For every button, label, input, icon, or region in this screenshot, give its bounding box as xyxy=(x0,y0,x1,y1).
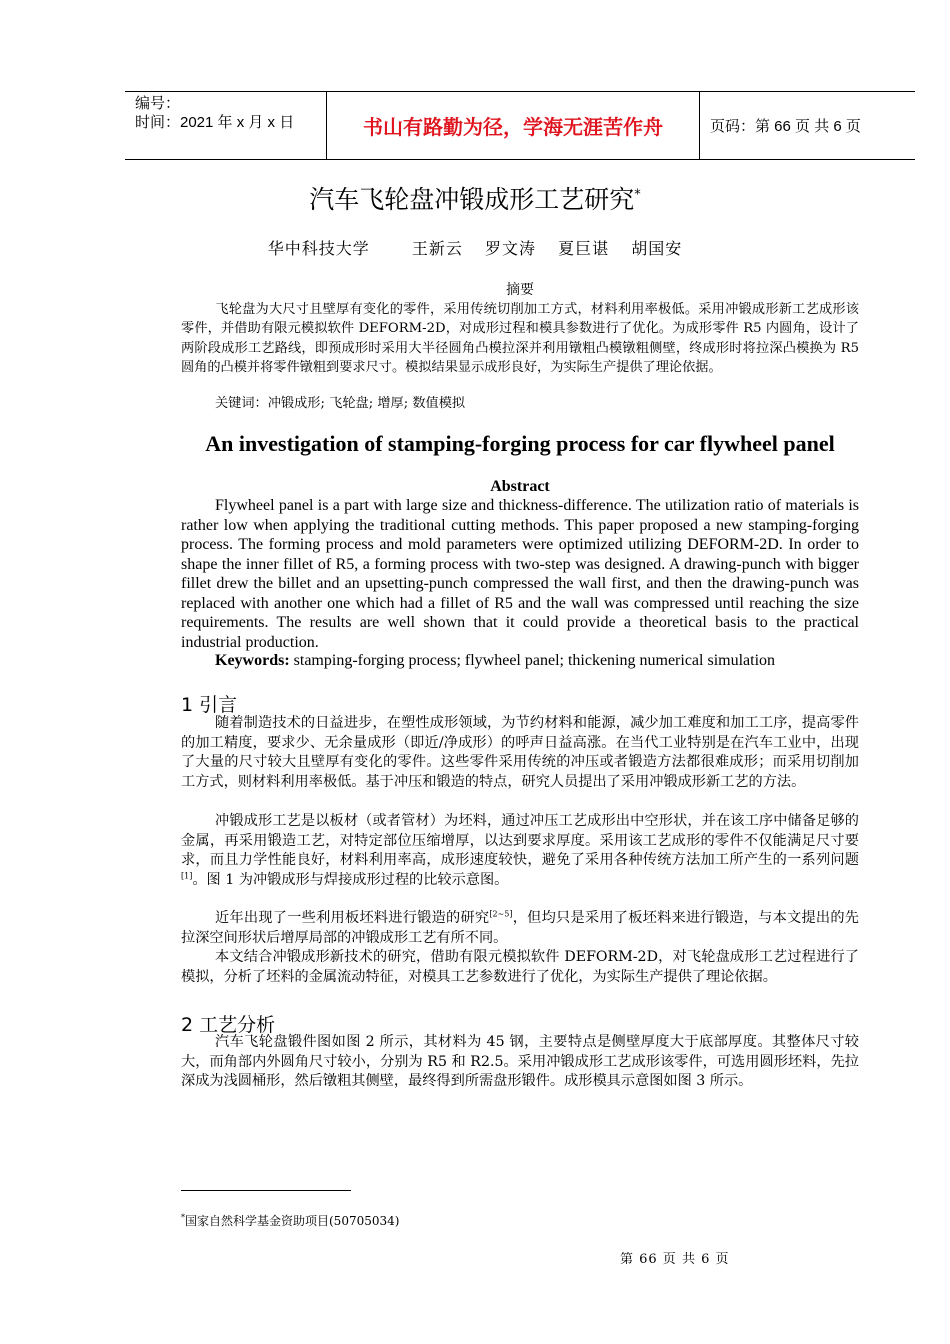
section-heading-introduction: 1 引言 xyxy=(181,694,238,716)
footnote-text: 国家自然科学基金资助项目(50705034) xyxy=(185,1214,400,1228)
author-name: 王新云 xyxy=(411,239,463,258)
header-motto: 书山有路勤为径，学海无涯苦作舟 xyxy=(327,92,700,159)
body-paragraph: 本文结合冲锻成形新技术的研究，借助有限元模拟软件 DEFORM-2D，对飞轮盘成形工艺过程进行了模拟，分析了坯料的金属流动特征，对模具工艺参数进行了优化，为实际生产提供了理论依据。 xyxy=(181,949,859,985)
paper-title xyxy=(0,180,950,216)
en-abstract-text: Flywheel panel is a part with large size and thickness-difference. The utilization ratio of materials is rather low when applying the traditional cutting methods. This paper proposed a new stamping-forging process. The forming process and mold parameters were optimized utilizing DEFORM-2D. In order to shape the inner fillet of R5, a forming process with two-step was designed. A drawing-punch with bigger fillet drew the billet and an upsetting-punch compressed the wall first, and then the drawing-punch was replaced with another one which had a fillet of R5 and the wall was compressed until reaching the size requirements. The results are well shown that it could provide a theoretical basis to the practical industrial production. xyxy=(181,497,859,651)
zh-abstract-heading: 摘要 xyxy=(506,282,534,298)
paragraph-text: ，但均只是采用了板坯料来进行锻造，与本文提出的先拉深空间形状后增厚局部的冲锻成形工艺有所不同。 xyxy=(181,910,859,946)
citation: [2~5] xyxy=(489,909,513,919)
footnote-mark: * xyxy=(181,1213,185,1222)
zh-abstract-text: 飞轮盘为大尺寸且壁厚有变化的零件，采用传统切削加工方式，材料利用率极低。采用冲锻成形新工艺成形该零件，并借助有限元模拟软件 DEFORM-2D，对成形过程和模具参数进行了优化。为成形零件 R5 内圆角，设计了两阶段成形工艺路线，即预成形时采用大半径圆角凸模拉深并利用镦粗凸模镦粗侧壁，终成形时将拉深凸模换为 R5 圆角的凸模并将零件镦粗到要求尺寸。模拟结果显示成形良好，为实际生产提供了理论依据。 xyxy=(181,302,859,375)
page-header xyxy=(125,91,915,160)
header-page-info: 页码：第 66 页 共 6 页 xyxy=(710,118,861,135)
time-label: 时间：2021 年 x 月 x 日 xyxy=(135,114,295,131)
paragraph-text: 冲锻成形工艺是以板材（或者管材）为坯料，通过冲压工艺成形出中空形状，并在该工序中储备足够的金属，再采用锻造工艺，对特定部位压缩增厚，以达到要求厚度。采用该工艺成形的零件不仅能满足尺寸要求，而且力学性能良好，材料利用率高，成形速度较快，避免了采用各种传统方法加工所产生的一系列问题 xyxy=(181,813,859,868)
serial-label: 编号： xyxy=(135,95,181,112)
zh-keywords-list: 冲锻成形; 飞轮盘; 增厚; 数值模拟 xyxy=(267,396,466,411)
en-keywords-list: stamping-forging process; flywheel panel; thickening numerical simulation xyxy=(289,652,776,669)
section-heading-process-analysis: 2 工艺分析 xyxy=(181,1014,276,1036)
body-paragraph xyxy=(181,909,859,948)
paper-title-text: 汽车飞轮盘冲锻成形工艺研究 xyxy=(309,185,635,214)
body-paragraph: 汽车飞轮盘锻件图如图 2 所示，其材料为 45 钢，主要特点是侧壁厚度大于底部厚度。其整体尺寸较大，而角部内外圆角尺寸较小，分别为 R5 和 R2.5。采用冲锻成形工艺成形该零件，可选用圆形坯料，先拉深成为浅圆桶形，然后镦粗其侧壁，最终得到所需盘形锻件。成形模具示意图如图 3 所示。 xyxy=(181,1034,859,1089)
body-paragraph xyxy=(181,812,859,890)
paragraph-text: 。图 1 为冲锻成形与焊接成形过程的比较示意图。 xyxy=(192,871,509,888)
footnote xyxy=(181,1212,399,1229)
paragraph-text: 近年出现了一些利用板坯料进行锻造的研究 xyxy=(215,910,490,926)
affiliation: 华中科技大学 xyxy=(267,239,370,258)
title-footnote-mark: * xyxy=(634,187,641,203)
zh-keywords-label: 关键词： xyxy=(215,396,268,411)
author-name: 夏巨谌 xyxy=(558,239,610,258)
author-name: 罗文涛 xyxy=(484,239,536,258)
en-keywords xyxy=(215,651,855,670)
body-paragraph: 随着制造技术的日益进步，在塑性成形领域，为节约材料和能源，减少加工难度和加工工序，提高零件的加工精度，要求少、无余量成形（即近/净成形）的呼声日益高涨。在当代工业特别是在汽车工业中，出现了大量的尺寸较大且壁厚有变化的零件。这些零件采用传统的冲压或者锻造方法都很难成形；而采用切削加工方式，则材料利用率极低。基于冲压和锻造的特点，研究人员提出了采用冲锻成形新工艺的方法。 xyxy=(181,715,859,790)
author-line xyxy=(0,236,950,259)
english-title: An investigation of stamping-forging process for car flywheel panel xyxy=(205,431,835,456)
author-name: 胡国安 xyxy=(631,239,683,258)
page-number: 第 66 页 共 6 页 xyxy=(620,1252,730,1267)
header-meta-cell xyxy=(125,92,327,159)
en-abstract-heading: Abstract xyxy=(490,478,550,495)
zh-keywords xyxy=(215,394,855,413)
citation: [1] xyxy=(181,870,193,880)
footnote-divider xyxy=(181,1190,351,1191)
en-keywords-label: Keywords: xyxy=(215,652,290,669)
